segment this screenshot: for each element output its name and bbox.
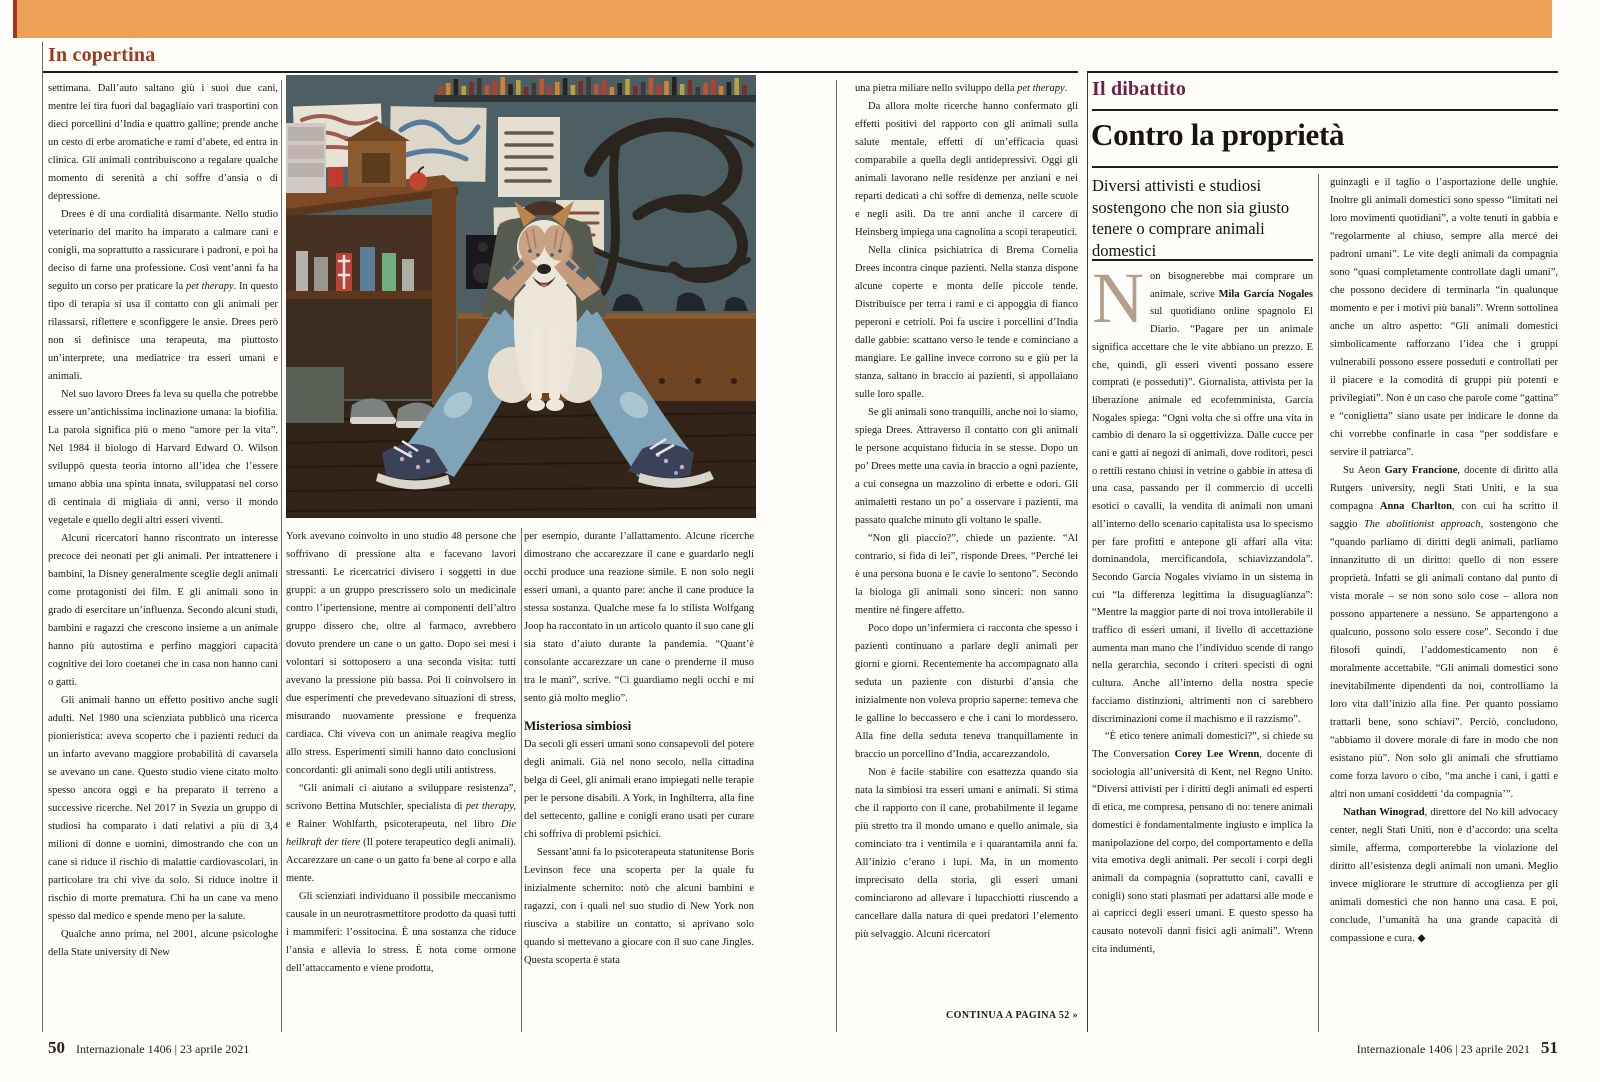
article-column-3: per esempio, durante l’allattamento. Alcune ricerche dimostrano che accarezzare il cane e guardarlo negli occhi produce una reazione simile. E non solo negli esseri umani, a quanto pare: anche il cane produce la stessa sostanza. Qualche mese fa lo stilista Wolfgang Joop ha raccontato in un articolo quanto il suo cane gli sia stato d’aiuto durante la pandemia. “Quant’è consolante accarezzare un cane o prenderne il muso tra le mani”, scrive. “Ci guardiamo negli occhi e mi sento già molto meglio”. Misteriosa simbiosi Da secoli gli esseri umani sono consapevoli del potere degli animali. Già nel nono secolo, nella cittadina belga di Geel, gli animali erano impiegati nelle terapie per le persone disabili. A York, in Inghilterra, alla fine del settecento, galline e conigli erano usati per curare chi soffriva di problemi psichici. Sessant’anni fa lo psicoterapeuta statunitense Boris Levinson fece una scoperta per la quale fu inizialmente schernito: notò che alcuni bambini e ragazzi, con i quali nel suo studio di New York non riusciva a stabilire un contatto, si aprivano solo quando si mettevano a giocare con il suo cane Jingles. Questa scoperta è stata <box>524 531 754 966</box>
continued-on-page-note: CONTINUA A PAGINA 52 » <box>946 1010 1078 1021</box>
footer-right <box>1200 1038 1558 1058</box>
section-label-in-copertina: In copertina <box>48 44 156 66</box>
column-rule-1 <box>281 80 282 1032</box>
column-rule-2 <box>521 528 522 1032</box>
tattoo-studio-photo <box>286 75 756 518</box>
header-rule-left <box>42 71 1078 73</box>
article-column-4: una pietra miliare nello sviluppo della pet therapy. Da allora molte ricerche hanno confermato gli effetti positivi del rapporto con gli animali sulla salute mentale, effetti di un’efficacia quasi comparabile a quella degli antidepressivi. Oggi gli animali lavorano nelle residenze per anziani e nei reparti dedicati a chi soffre di demenza, nelle scuole e negli asili. Da tre anni anche il carcere di Heinsberg impiega una cagnolina a scopi terapeutici. Nella clinica psichiatrica di Brema Cornelia Drees incontra cinque pazienti. Nella stanza dispone alcune coperte e monta delle piccole tende. Distribuisce per terra i rami e ci appoggia di fianco peperoni e cetrioli. Poi fa uscire i porcellini d’India dalle gabbie: scattano verso le tende e cominciano a mangiare. Le galline invece corrono su e giù per la stanza, saltano in braccio ai pazienti, si appollaiano sulle loro spalle. Se gli animali sono tranquilli, anche noi lo siamo, spiega Drees. Attraverso il contatto con gli animali le persone acquistano fiducia in se stesse. Dopo un po’ Drees mette una cavia in braccio a ogni paziente, a cui consegna un mazzolino di erbette e odori. Gli animaletti restano un po’ a osservare i pazienti, ma passato qualche minuto gli voltano le spalle. “Non gli piaccio?”, chiede un paziente. “Al contrario, si fida di lei”, risponde Drees. “Perché lei è una persona buona e le cavie lo sentono”. Secondo la biologa gli animali sono sinceri: non sanno mentire né fingere affetto. Poco dopo un’infermiera ci racconta che spesso i pazienti continuano a parlare degli animali per giorni e giorni. Recentemente ha accompagnato alla seduta un paziente con disturbi d’ansia che inizialmente non voleva proprio saperne: temeva che le galline lo beccassero e che i cani lo mordessero. Alla fine della seduta teneva tranquillamente in braccio un porcellino d’India, accarezzandolo. Non è facile stabilire con esattezza quando sia nata la simbiosi tra esseri umani e animali. Si stima che il rapporto con il cane, probabilmente il legame più stretto tra il mondo umano e quello animale, sia cominciato tra i ventimila e i quarantamila anni fa. All’inizio c’erano i lupi. Ma, in un momento imprecisato della storia, gli esseri umani cominciarono ad allevare i lupacchiotti riuscendo a cancellare dalla natura di quei predatori l’elemento più selvaggio. Alcuni ricercatori <box>855 83 1078 940</box>
issue-line-left: Internazionale 1406 | 23 aprile 2021 <box>76 1042 250 1056</box>
debate-column-1: Non bisognerebbe mai comprare un animale, scrive Mila García Nogales sul quotidiano online spagnolo El Diario. “Pagare per un animale significa accettare che le vite abbiano un prezzo. E che, quindi, gli esseri viventi possano essere comprati (e posseduti)”. Giornalista, attivista per la liberazione animale ed ecofemminista, García Nogales spiega: “Ogni volta che si offre una vita in cambio di denaro la si oggettivizza. Dalle cucce per cani e gatti ai negozi di animali, dove roditori, pesci o rettili restano chiusi in vetrine o gabbie in attesa di una casa, passando per il commercio di uccelli esotici o cavalli, la vendita di animali non umani all’interno dello scenario capitalista usa lo specismo per fare profitti e antepone gli affari alla vita: dominandola, mercificandola, schiavizzandola”. Secondo García Nogales viviamo in un sistema in cui “la differenza legittima la disuguaglianza”: “Mentre la maggior parte di noi trova intollerabile il traffico di esseri umani, il livello di accettazione aumenta man mano che l’individuo scende di rango nella gerarchia, secondo i criteri specisti di ogni cultura. Anche all’interno della nostra specie facciamo distinzioni, altrimenti non ci sarebbero discriminazioni come il machismo e il razzismo”. “È etico tenere animali domestici?”, si chiede su The Conversation Corey Lee Wrenn, docente di sociologia all’università di Kent, nel Regno Unito. “Diversi attivisti per i diritti degli animali ed esperti di etica, me compresa, pensano di no: tenere animali domestici è fondamentalmente ingiusto e implica la manipolazione del corpo, del comportamento e della vita emotiva degli animali. Per secoli i corpi degli animali da compagnia (soprattutto cani, cavalli e conigli) sono stati plasmati per adattarsi alle mode e ai capricci degli esseri umani. E questo spesso ha causato notevoli danni fisici agli animali”. Wrenn cita indumenti, <box>1092 268 1313 955</box>
footer-left <box>48 1038 249 1058</box>
section-label-il-dibattito: Il dibattito <box>1092 78 1187 100</box>
rule-under-kicker <box>1092 109 1558 111</box>
rule-above-body <box>1092 259 1313 261</box>
issue-line-right: Internazionale 1406 | 23 aprile 2021 <box>1356 1042 1530 1056</box>
page-number-left: 50 <box>48 1038 65 1057</box>
debate-column-2: guinzagli e il taglio o l’asportazione delle unghie. Inoltre gli animali domestici sono spesso “limitati nei loro movimenti quotidiani”, a volte tenuti in gabbia e “regolarmente al chiuso, sempre alla mercé dei padroni umani”. Le vite degli animali da compagnia sono “quasi completamente controllate dagli umani”, che possono decidere di terminarla “in qualunque momento e per i motivi più banali”. Wrenn sottolinea anche un altro aspetto: “Gli animali domestici simbolicamente rafforzano l’idea che i gruppi vulnerabili possono essere posseduti e controllati per il piacere e la comodità di gruppi più potenti e privilegiati”. Non è un caso che parole come “gattina” e “coniglietta” siano usate per indicare le donne da chi vorrebbe confinarle in casa “per soddisfare e servire il patriarca”. Su Aeon Gary Francione, docente di diritto alla Rutgers university, negli Stati Uniti, e la sua compagna Anna Charlton, con cui ha scritto il saggio The abolitionist approach, sostengono che “quando parliamo di diritti degli animali, parliamo innanzitutto di un diritto: quello di non essere proprietà. Infatti se gli animali contano dal punto di vista morale – se non sono solo cose – allora non possono appartenere a nessuno. Se appartengono a qualcuno, possono solo essere cose”. Secondo i due filosofi quindi, l’addomesticamento non è moralmente accettabile. “Gli animali domestici sono inevitabilmente dipendenti da noi, controlliamo la loro vita dall’inizio alla fine. Per quanto possiamo trattarli bene, sono schiavi”. Perciò, concludono, “abbiamo il dovere morale di fare in modo che non esistano più”. Non solo gli animali che sfruttiamo come forza lavoro o cibo, “ma anche i cani, i gatti e altri non umani cosiddetti ‘da compagnia’”. Nathan Winograd, direttore del No kill advocacy center, negli Stati Uniti, non è d’accordo: una scelta simile, afferma, comporterebbe la violazione del diritto all’esistenza degli animali non umani. Meglio invece migliorare le strutture di accoglienza per gli animali domestici che non hanno una casa. E poi, conclude, l’umanità ha una grande capacità di compassione e cura. ◆ <box>1330 177 1558 944</box>
debate-standfirst: Diversi attivisti e studiosi sostengono che non sia giusto tenere o comprare animali domestici <box>1092 176 1290 260</box>
debate-title: Contro la proprietà <box>1091 117 1345 152</box>
page-number-right: 51 <box>1541 1038 1558 1057</box>
rule-under-title <box>1092 166 1558 168</box>
photo-illustration <box>286 75 756 518</box>
header-rule-right-top <box>1087 71 1558 73</box>
left-margin-rule <box>42 42 43 1032</box>
page-divider-rule <box>1087 73 1088 1032</box>
article-column-1: settimana. Dall’auto saltano giù i suoi due cani, mentre lei tira fuori dal bagagliaio vari trasportini con dieci porcellini d’India e quattro galline; prende anche un cesto di erbe aromatiche e rami d’abete, ed entra in clinica. Gli animali contribuiscono a regalare qualche momento di serenità a chi soffre d’ansia o di depressione. Drees è di una cordialità disarmante. Nello studio veterinario del marito ha imparato a calmare cani e conigli, ma soprattutto a rassicurare i padroni, e poi ha deciso di farne una professione. Così vent’anni fa ha seguito un corso per praticare la pet therapy. In questo tipo di terapia si usa il contatto con gli animali per rilassarsi, riflettere e sconfiggere le ansie. Drees però non si definisce una terapeuta, ma piuttosto un’interprete, una mediatrice tra esseri umani e animali. Nel suo lavoro Drees fa leva su quella che potrebbe essere un’antichissima inclinazione umana: la biofilia. La parola significa più o meno “amore per la vita”. Nel 1984 il biologo di Harvard Edward O. Wilson sviluppò questa teoria intorno all’idea che l’essere umano abbia una spinta innata, sviluppatasi nel corso di centinaia di migliaia di anni, verso il mondo vegetale e quello degli altri esseri viventi. Alcuni ricercatori hanno riscontrato un interesse precoce dei neonati per gli animali. Per intrattenere i bambini, la Disney generalmente sceglie degli animali come protagonisti dei film. E gli animali sono in grado di esercitare un’influenza. Secondo alcuni studi, bambini e ragazzi che crescono insieme a un animale hanno più autostima e perfino maggiori capacità cognitive dei loro coetanei che in casa non hanno cani o gatti. Gli animali hanno un effetto positivo anche sugli adulti. Nel 1980 una scienziata pubblicò una ricerca pionieristica: aveva scoperto che i pazienti reduci da un infarto avevano maggiore probabilità di cavarsela se avevano un cane. Questo studio viene citato molto spesso ancora oggi e ha preparato il terreno a successive ricerche. Nel 2017 in Svezia un gruppo di studiosi ha comparato i dati relativi a più di 3,4 milioni di donne e uomini, dimostrando che con un cane si riduce il rischio di malattie cardiovascolari, in particolare tra chi vive da solo. Si riduce inoltre il rischio di morte prematura. Chi ha un cane va meno spesso dal medico e spende meno per la salute. Qualche anno prima, nel 2001, alcune psicologhe della State university di New <box>48 83 278 958</box>
column-rule-3 <box>836 80 837 1032</box>
top-orange-band <box>17 0 1552 38</box>
column-rule-4 <box>1318 174 1319 1032</box>
article-column-2: York avevano coinvolto in uno studio 48 persone che soffrivano di pressione alta e facevano lavori stressanti. Le ricercatrici divisero i soggetti in due gruppi: a un gruppo prescrissero solo un medicinale contro l’ipertensione, mentre ai componenti dell’altro gruppo dissero che, oltre al farmaco, avrebbero dovuto prendere un cane o un gatto. Dopo sei mesi i volontari si sottoposero a una seconda visita: tutti avevano la pressione più bassa. Poi li coinvolsero in due esperimenti che prevedevano situazioni di stress, misurando nuovamente pressione e frequenza cardiaca. Chi viveva con un animale reagiva meglio allo stress. Esperimenti simili hanno dato conclusioni concordanti: gli animali sono degli utili antistress. “Gli animali ci aiutano a sviluppare resistenza”, scrivono Bettina Mutschler, specialista di pet therapy, e Rainer Wohlfarth, psicoterapeuta, nel libro Die heilkraft der tiere (Il potere terapeutico degli animali). Accarezzare un cane o un gatto fa bene al corpo e alla mente. Gli scienziati individuano il possibile meccanismo causale in un neurotrasmettitore prodotto da quasi tutti i mammiferi: l’ossitocina. È una sostanza che riduce l’ansia e allevia lo stress. È nota come ormone dell’attaccamento e viene prodotta, <box>286 531 516 974</box>
